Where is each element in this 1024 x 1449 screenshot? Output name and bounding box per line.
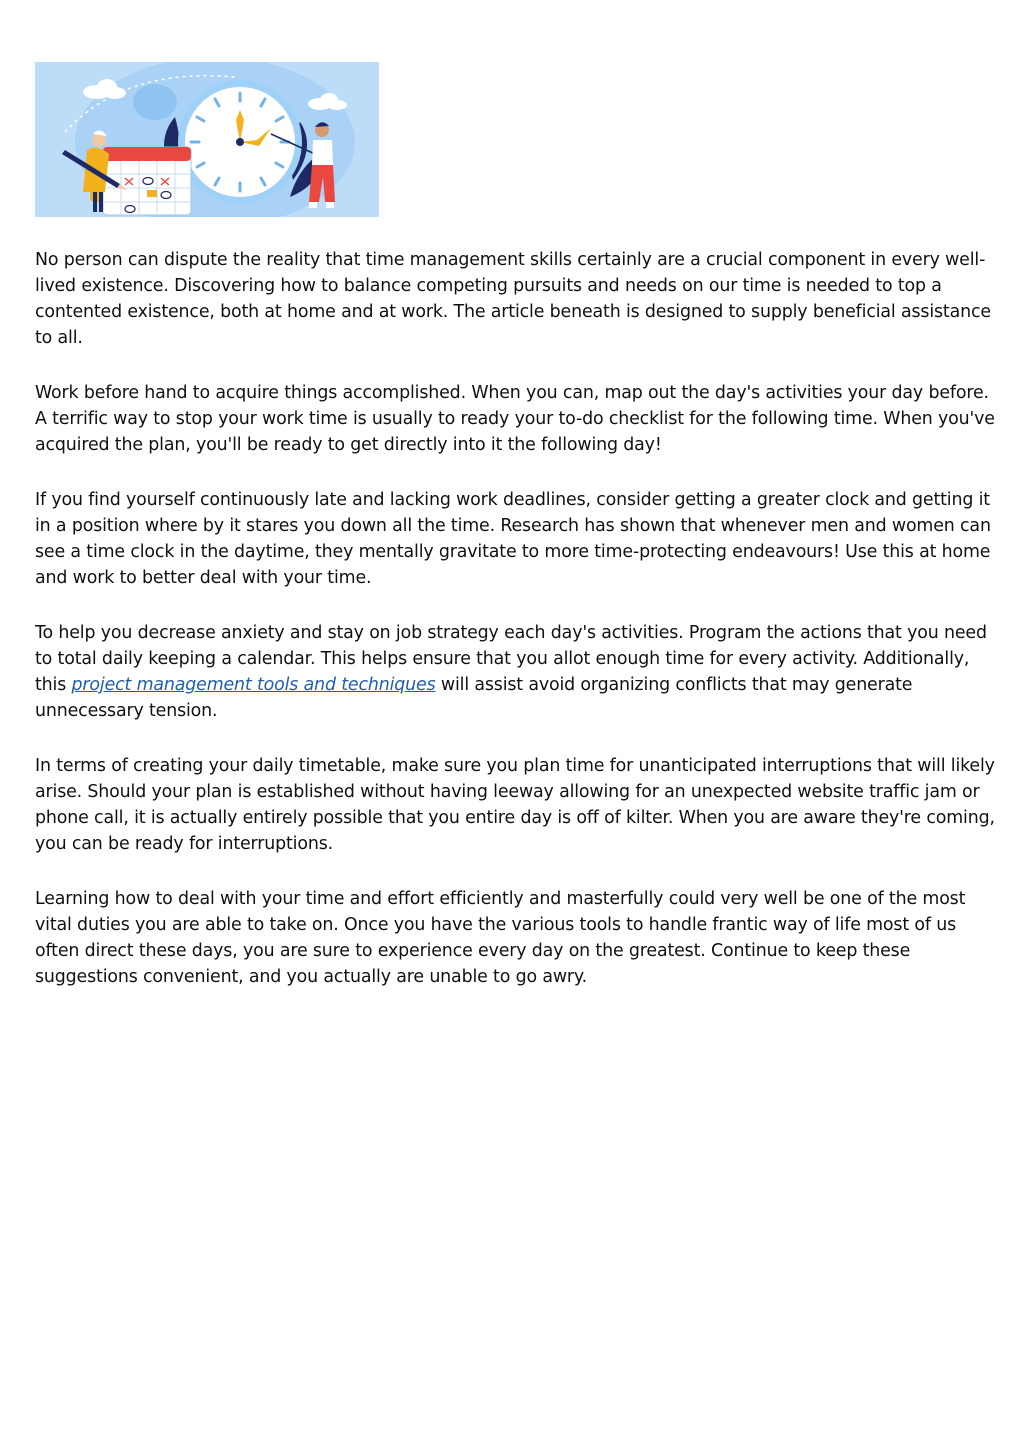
paragraph-calendar-text-start: To help you decrease anxiety and stay on job strategy each day's activities. Program the actions that you need to total daily keeping a calendar. This helps ensure that you allot enough time for every activity. Additionally, this xyxy=(35,623,987,695)
paragraph-calendar-text-end: will assist avoid organizing conflicts that may generate unnecessary tension. xyxy=(35,675,913,721)
hero-illustration xyxy=(35,62,379,217)
article-body xyxy=(35,247,1000,1019)
paragraph-clock: If you find yourself continuously late and lacking work deadlines, consider getting a greater clock and getting it in a position where by it stares you down all the time. Research has shown that whenever men and women can see a time clock in the daytime, they mentally gravitate to more time-protecting endeavours! Use this at home and work to better deal with your time. xyxy=(35,490,991,588)
paragraph-interruptions: In terms of creating your daily timetable, make sure you plan time for unanticipated interruptions that will likely arise. Should your plan is established without having leeway allowing for an unexpected website traffic jam or phone call, it is actually entirely possible that you entire day is off of kilter. When you are aware they're coming, you can be ready for interruptions. xyxy=(35,756,995,854)
time-management-illustration-icon xyxy=(35,62,379,217)
paragraph-plan-ahead: Work before hand to acquire things accomplished. When you can, map out the day's activities your day before. A terrific way to stop your work time is usually to ready your to-do checklist for the following time. When you've acquired the plan, you'll be ready to get directly into it the following day! xyxy=(35,383,995,455)
project-management-link[interactable]: project management tools and techniques xyxy=(71,675,436,695)
paragraph-calendar xyxy=(35,620,1000,724)
paragraph-conclusion: Learning how to deal with your time and effort efficiently and masterfully could very well be one of the most vital duties you are able to take on. Once you have the various tools to handle frantic way of life most of us often direct these days, you are sure to experience every day on the greatest. Continue to keep these suggestions convenient, and you actually are unable to go awry. xyxy=(35,889,966,987)
paragraph-intro: No person can dispute the reality that time management skills certainly are a crucial component in every well-lived existence. Discovering how to balance competing pursuits and needs on our time is needed to top a contented existence, both at home and at work. The article beneath is designed to supply beneficial assistance to all. xyxy=(35,250,991,348)
